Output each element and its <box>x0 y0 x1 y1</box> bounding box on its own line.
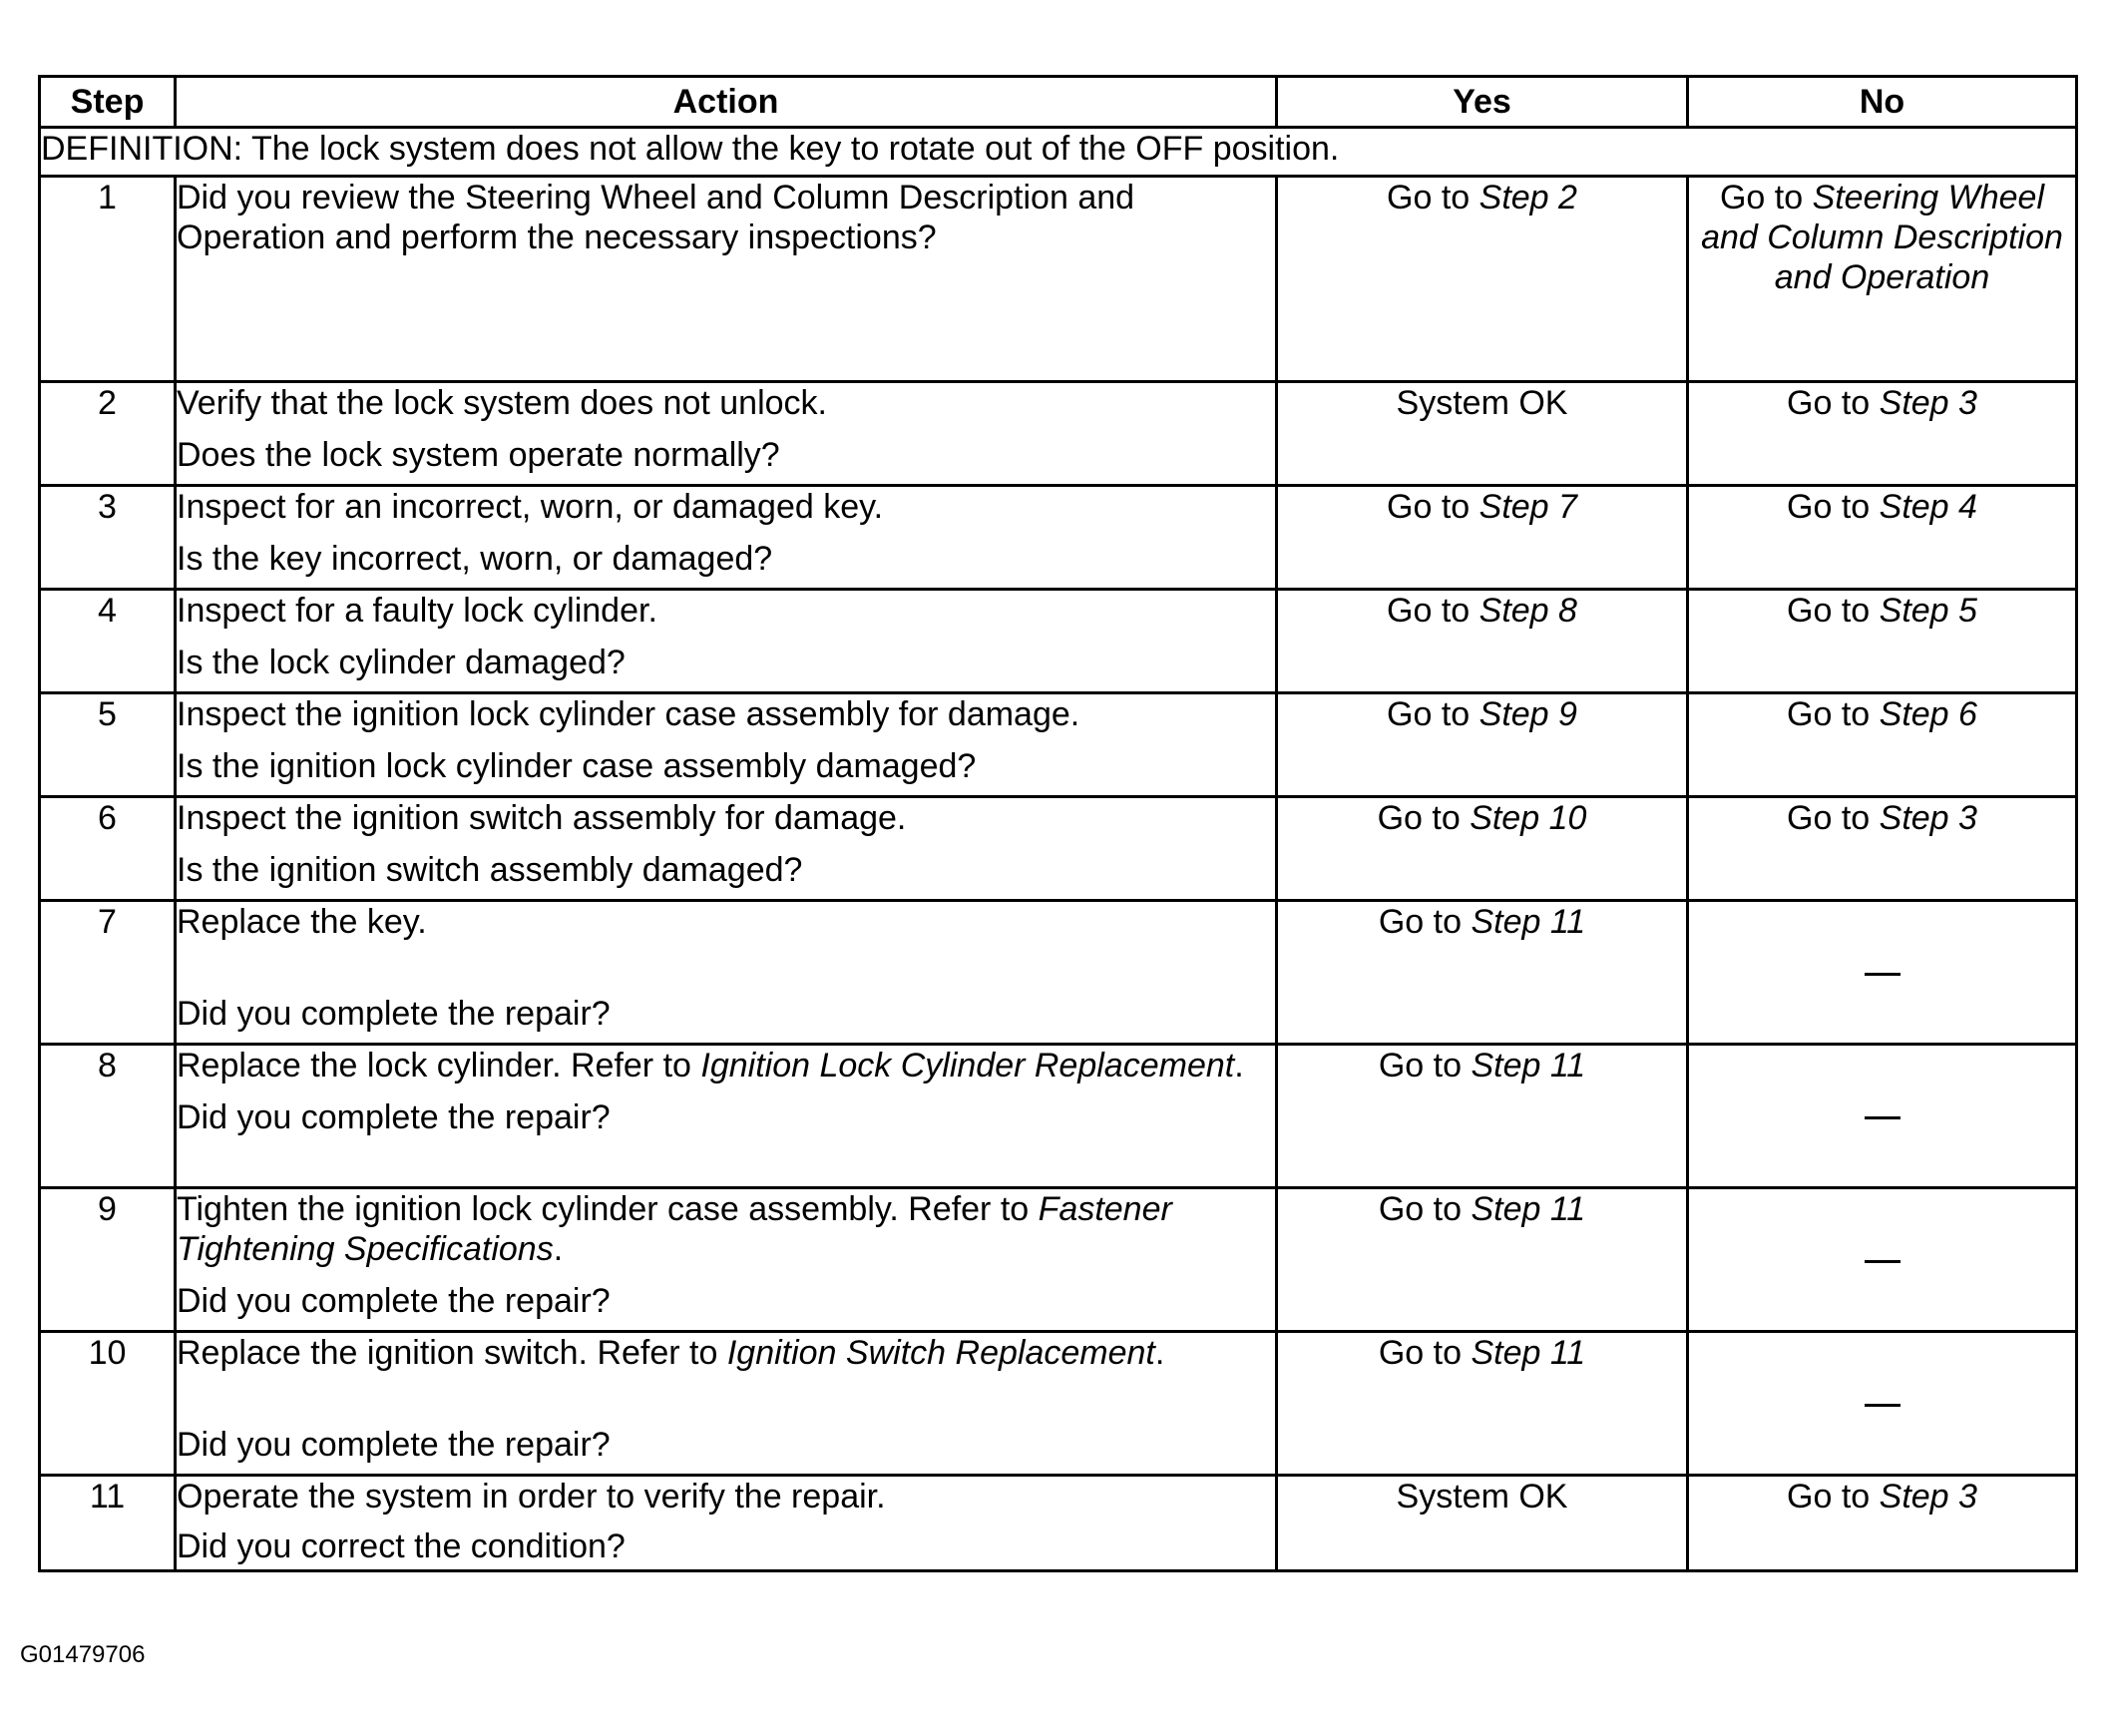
yes-cell <box>1277 797 1688 901</box>
step-number: 5 <box>40 693 176 797</box>
step-number: 7 <box>40 901 176 1045</box>
table-row <box>40 382 2077 486</box>
action-cell <box>176 1476 1277 1571</box>
no-cell <box>1688 1476 2077 1571</box>
no-prefix: Go to <box>1787 1478 1880 1516</box>
action-period: . <box>1154 1334 1165 1372</box>
no-cell <box>1688 486 2077 590</box>
no-prefix: Go to <box>1719 179 1813 217</box>
action-instruction: Operate the system in order to verify the repair. <box>177 1478 886 1516</box>
action-instruction: Replace the key. <box>177 903 427 941</box>
step-number: 3 <box>40 486 176 590</box>
step-number: 4 <box>40 590 176 693</box>
header-row <box>40 77 2077 128</box>
yes-prefix: Go to <box>1378 1190 1472 1228</box>
reference-link: Fastener Tightening Specifications <box>177 1190 1172 1268</box>
action-instruction: Inspect the ignition lock cylinder case assembly for damage. <box>177 695 1080 733</box>
action-cell <box>176 486 1277 590</box>
yes-prefix: Go to <box>1387 695 1479 733</box>
diagnostic-table <box>38 75 2078 1572</box>
no-cell <box>1688 1045 2077 1188</box>
no-cell <box>1688 693 2077 797</box>
action-question: Does the lock system operate normally? <box>177 436 780 474</box>
table-row <box>40 1476 2077 1571</box>
step-number: 8 <box>40 1045 176 1188</box>
yes-prefix: Go to <box>1378 1334 1472 1372</box>
action-question: Did you complete the repair? <box>177 995 611 1033</box>
yes-prefix: System OK <box>1396 1478 1568 1516</box>
action-instruction: Inspect the ignition switch assembly for damage. <box>177 799 907 837</box>
yes-link: Step 7 <box>1478 488 1577 526</box>
action-cell <box>176 1332 1277 1476</box>
action-text: Did you review the Steering Wheel and Column Description and Operation and perform the necessary inspections? <box>177 179 1135 256</box>
action-text: Tighten the ignition lock cylinder case assembly. Refer to <box>177 1190 1039 1228</box>
yes-prefix: System OK <box>1396 384 1568 422</box>
table-row <box>40 486 2077 590</box>
yes-prefix: Go to <box>1378 903 1472 941</box>
no-prefix: Go to <box>1787 695 1880 733</box>
table-row <box>40 590 2077 693</box>
step-number: 1 <box>40 177 176 382</box>
no-cell <box>1688 177 2077 382</box>
yes-link: Step 8 <box>1478 592 1577 630</box>
no-prefix: Go to <box>1787 592 1880 630</box>
header-yes: Yes <box>1277 77 1688 128</box>
yes-cell <box>1277 1045 1688 1188</box>
table-row <box>40 797 2077 901</box>
action-question: Did you complete the repair? <box>177 1426 611 1464</box>
yes-prefix: Go to <box>1387 592 1479 630</box>
reference-link: Ignition Switch Replacement <box>726 1334 1155 1372</box>
action-text: Replace the ignition switch. Refer to <box>177 1334 727 1372</box>
action-cell <box>176 901 1277 1045</box>
definition-row <box>40 128 2077 177</box>
yes-link: Step 11 <box>1471 1047 1586 1085</box>
step-number: 11 <box>40 1476 176 1571</box>
action-period: . <box>553 1230 564 1268</box>
dash-placeholder <box>1865 1404 1900 1407</box>
no-link: Step 3 <box>1879 1478 1977 1516</box>
dash-placeholder <box>1865 973 1900 976</box>
dash-placeholder <box>1865 1116 1900 1119</box>
step-number: 10 <box>40 1332 176 1476</box>
no-link: Step 5 <box>1879 592 1977 630</box>
action-text: Replace the lock cylinder. Refer to <box>177 1047 701 1085</box>
diagnostic-document <box>38 75 2075 1572</box>
yes-cell <box>1277 1332 1688 1476</box>
yes-cell <box>1277 1476 1688 1571</box>
table-row <box>40 693 2077 797</box>
yes-cell <box>1277 382 1688 486</box>
action-cell <box>176 177 1277 382</box>
no-cell <box>1688 797 2077 901</box>
yes-link: Step 2 <box>1478 179 1577 217</box>
action-question: Is the lock cylinder damaged? <box>177 644 626 681</box>
reference-link: Ignition Lock Cylinder Replacement <box>700 1047 1235 1085</box>
table-row <box>40 1188 2077 1332</box>
action-question: Is the key incorrect, worn, or damaged? <box>177 540 773 578</box>
definition-text: DEFINITION: The lock system does not allow the key to rotate out of the OFF position. <box>40 128 2077 177</box>
no-cell <box>1688 382 2077 486</box>
action-cell <box>176 590 1277 693</box>
no-prefix: Go to <box>1787 488 1880 526</box>
yes-link: Step 11 <box>1471 1190 1586 1228</box>
header-action: Action <box>176 77 1277 128</box>
yes-prefix: Go to <box>1387 179 1479 217</box>
no-cell <box>1688 1332 2077 1476</box>
yes-prefix: Go to <box>1387 488 1479 526</box>
no-link: Step 3 <box>1879 384 1977 422</box>
no-prefix: Go to <box>1787 799 1880 837</box>
step-number: 9 <box>40 1188 176 1332</box>
action-question: Did you complete the repair? <box>177 1098 611 1136</box>
yes-cell <box>1277 486 1688 590</box>
header-step: Step <box>40 77 176 128</box>
yes-link: Step 11 <box>1471 903 1586 941</box>
action-period: . <box>1234 1047 1244 1085</box>
step-number: 2 <box>40 382 176 486</box>
no-link: Step 3 <box>1879 799 1977 837</box>
action-question: Did you complete the repair? <box>177 1282 611 1320</box>
action-instruction: Inspect for a faulty lock cylinder. <box>177 592 657 630</box>
figure-id: G01479706 <box>20 1641 146 1668</box>
action-question: Did you correct the condition? <box>177 1527 626 1565</box>
header-no: No <box>1688 77 2077 128</box>
no-prefix: Go to <box>1787 384 1880 422</box>
no-link: Steering Wheel and Column Description and Operation <box>1701 179 2063 296</box>
action-instruction <box>177 1189 1275 1269</box>
action-cell <box>176 797 1277 901</box>
yes-cell <box>1277 901 1688 1045</box>
yes-cell <box>1277 177 1688 382</box>
action-question: Is the ignition switch assembly damaged? <box>177 851 803 889</box>
action-cell <box>176 382 1277 486</box>
action-instruction <box>177 1046 1275 1085</box>
action-instruction <box>177 1333 1275 1373</box>
no-cell <box>1688 590 2077 693</box>
yes-cell <box>1277 693 1688 797</box>
table-row <box>40 901 2077 1045</box>
yes-cell <box>1277 590 1688 693</box>
action-cell <box>176 693 1277 797</box>
action-cell <box>176 1188 1277 1332</box>
table-row <box>40 1045 2077 1188</box>
yes-link: Step 9 <box>1478 695 1577 733</box>
yes-prefix: Go to <box>1377 799 1471 837</box>
table-row <box>40 177 2077 382</box>
action-instruction: Verify that the lock system does not unlock. <box>177 384 827 422</box>
no-cell <box>1688 1188 2077 1332</box>
yes-cell <box>1277 1188 1688 1332</box>
table-row <box>40 1332 2077 1476</box>
dash-placeholder <box>1865 1260 1900 1263</box>
yes-link: Step 10 <box>1470 799 1587 837</box>
no-link: Step 6 <box>1879 695 1977 733</box>
no-cell <box>1688 901 2077 1045</box>
action-cell <box>176 1045 1277 1188</box>
no-link: Step 4 <box>1879 488 1977 526</box>
step-number: 6 <box>40 797 176 901</box>
yes-link: Step 11 <box>1471 1334 1586 1372</box>
action-instruction: Inspect for an incorrect, worn, or damaged key. <box>177 488 884 526</box>
action-question: Is the ignition lock cylinder case assembly damaged? <box>177 747 977 785</box>
yes-prefix: Go to <box>1378 1047 1472 1085</box>
